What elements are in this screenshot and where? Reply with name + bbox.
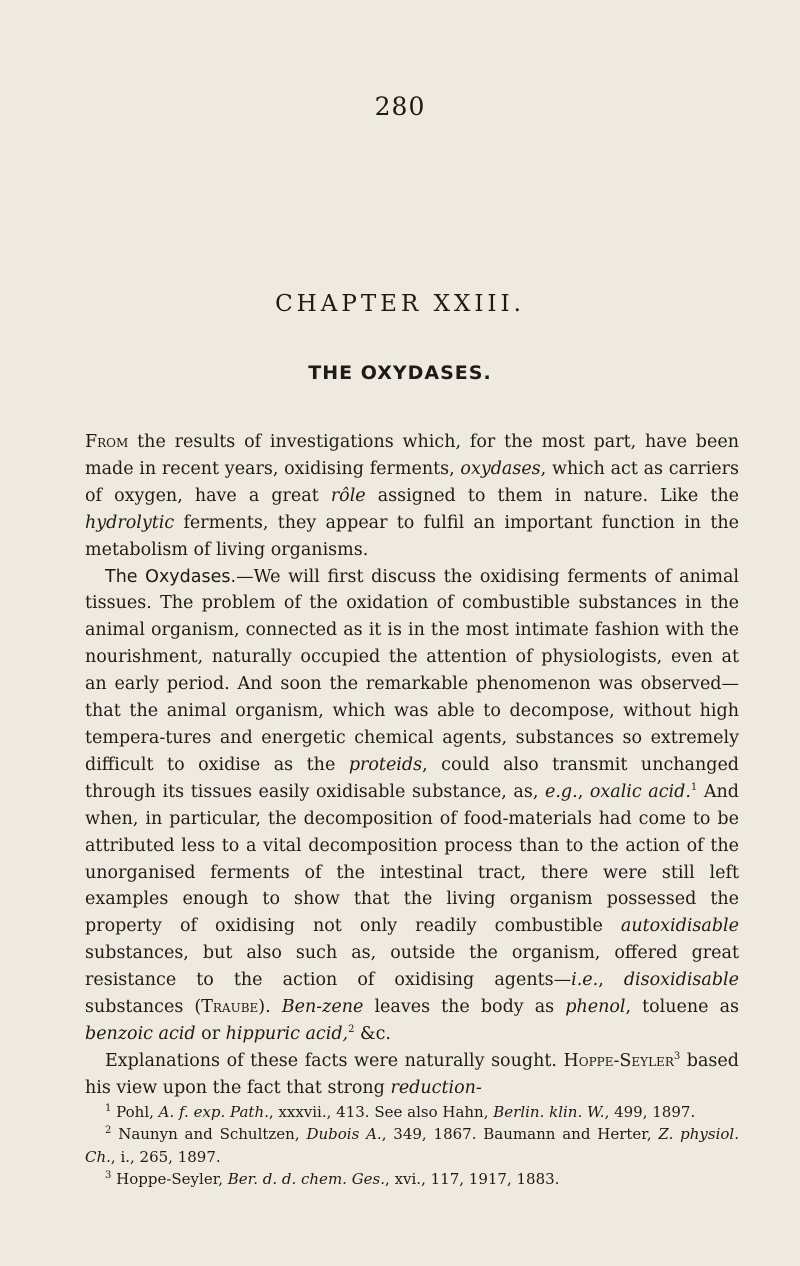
- text-run: ferments, they appear to fulfil an important function in the metabolism of living organisms.: [85, 512, 739, 560]
- page-number: 280: [374, 92, 426, 121]
- footnote-ref: 2: [348, 1024, 355, 1036]
- italic-term: reduction-: [390, 1077, 482, 1098]
- italic-term: disoxidisable: [623, 970, 739, 991]
- run-in-heading: The Oxydases.: [105, 566, 237, 587]
- italic-term: i.e.: [571, 970, 599, 991]
- citation-title: Dubois A.: [306, 1125, 382, 1144]
- italic-term: proteids: [348, 754, 423, 775]
- italic-term: Ben-zene: [281, 997, 364, 1018]
- text-run: —We will first discuss the oxidising ferments of animal tissues. The problem of the oxidation of combustible substances in the animal organism, connected as it is in the most intimate fashion with the nourishment, naturally occupied the attention of physiologists, even at an early period. And soon the remarkable phenomenon was observed—that the animal organism, which was able to decompose, without high tempera-tures and energetic chemical agents, substances so extremely difficult to oxidise as the: [85, 566, 739, 775]
- footnote-mark: 3: [105, 1169, 112, 1181]
- italic-term: hippuric acid,: [225, 1023, 349, 1044]
- text-run: ).: [258, 997, 282, 1018]
- footnote-3: [85, 1168, 739, 1190]
- footnote-mark: 1: [105, 1103, 112, 1114]
- footnote-ref: 1: [690, 781, 698, 793]
- footnote-ref: 3: [673, 1051, 681, 1063]
- author-name: Traube: [201, 997, 259, 1018]
- citation-title: Z. physiol. Ch.: [85, 1125, 740, 1166]
- italic-term: benzoic acid: [85, 1023, 196, 1044]
- footnotes: [85, 1101, 739, 1190]
- italic-term: oxalic acid.: [589, 781, 691, 802]
- citation-title: A. f. exp. Path.: [158, 1103, 269, 1121]
- text-run: &c.: [354, 1023, 391, 1044]
- text-run: or: [195, 1023, 226, 1044]
- footnote-1: [85, 1101, 739, 1123]
- section-title: THE OXYDASES.: [308, 362, 492, 384]
- text-run: , which act as carriers of oxygen, have a great: [85, 458, 739, 506]
- italic-term: hydrolytic: [85, 512, 175, 533]
- text-run: based his view upon the fact that strong: [85, 1050, 739, 1098]
- paragraph-intro: [85, 429, 739, 564]
- italic-term: phenol: [565, 997, 626, 1018]
- text-run: , 349, 1867. Baumann and Herter,: [381, 1125, 659, 1144]
- text-run: Pohl,: [111, 1103, 159, 1121]
- paragraph-explanations: [85, 1048, 739, 1102]
- text-run: substances (: [85, 997, 202, 1018]
- paragraph-oxydases: [85, 564, 739, 1048]
- text-run: leaves the body as: [363, 997, 566, 1018]
- citation-title: Ber. d. d. chem. Ges.: [227, 1169, 386, 1188]
- text-run: Hoppe-Seyler,: [111, 1169, 228, 1188]
- text-run: assigned to them in nature. Like the: [365, 485, 739, 506]
- text-run: substances, but also such as, outside the organism, offered great resistance to the action of oxidising agents—: [85, 943, 739, 991]
- italic-term: rôle: [330, 485, 366, 506]
- body-text: [85, 429, 739, 1102]
- text-run: , i., 265, 1897.: [110, 1147, 221, 1166]
- author-name: Hoppe-Seyler: [563, 1050, 674, 1071]
- text-run: , 499, 1897.: [604, 1103, 696, 1121]
- italic-term: e.g.: [545, 781, 578, 802]
- lead-word: From: [85, 432, 129, 452]
- text-run: And when, in particular, the decomposition of food-materials had come to be attributed less to a vital decomposition process than to the action of the unorganised ferments of the intestinal tract, there were still left examples enough to show that the living organism possessed the property of oxidising not only readily combustible: [85, 781, 739, 937]
- text-run: , toluene as: [625, 997, 740, 1018]
- italic-term: autoxidisable: [620, 916, 739, 937]
- text-run: Naunyn and Schultzen,: [111, 1125, 307, 1144]
- text-run: , xvi., 117, 1917, 1883.: [385, 1169, 560, 1188]
- text-run: ,: [577, 781, 590, 802]
- text-run: , xxxvii., 413. See also Hahn,: [268, 1103, 494, 1121]
- citation-title: Berlin. klin. W.: [493, 1103, 605, 1121]
- chapter-title: CHAPTER XXIII.: [275, 291, 525, 317]
- text-run: ,: [598, 970, 624, 991]
- text-run: the results of investigations which, for the most part, have been made in recent years, oxidising ferments,: [85, 432, 739, 479]
- text-run: Explanations of these facts were naturally sought.: [105, 1050, 564, 1071]
- text-run: , could also transmit unchanged through its tissues easily oxidisable substance, as,: [85, 754, 739, 802]
- footnote-2: [85, 1123, 739, 1168]
- footnote-mark: 2: [105, 1125, 112, 1137]
- italic-term: oxydases: [460, 458, 541, 479]
